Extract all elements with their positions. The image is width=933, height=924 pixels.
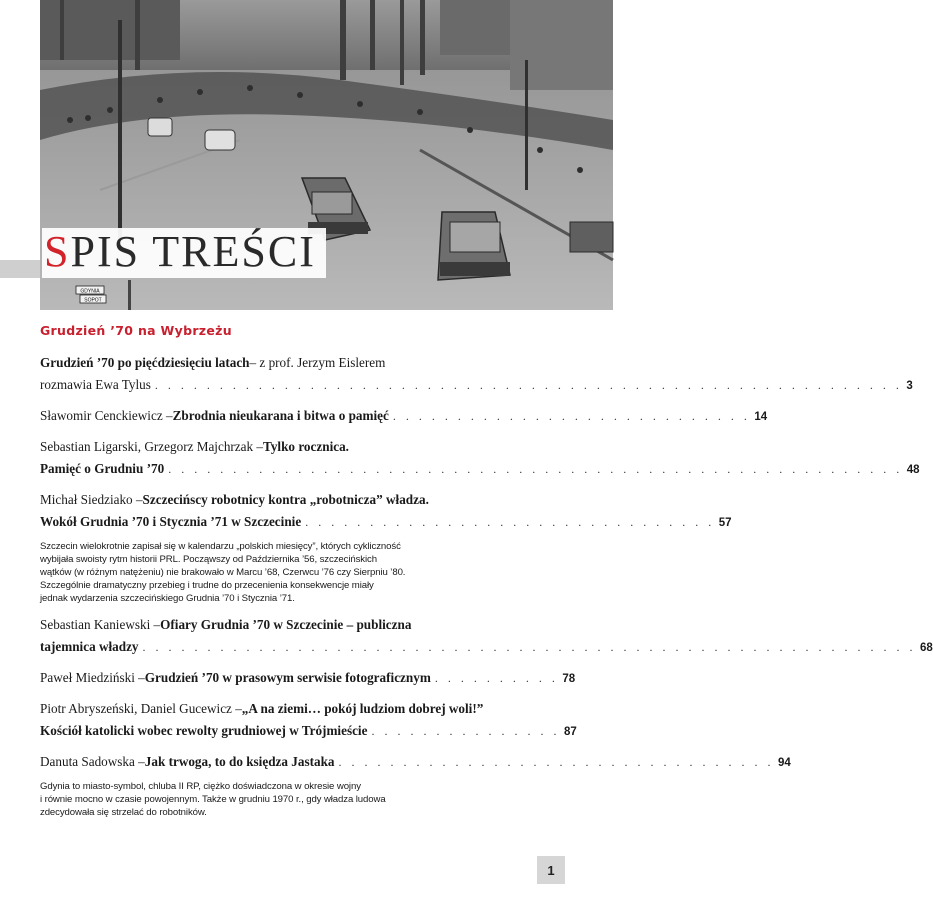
entry-subtitle: – z prof. Jerzym Eislerem xyxy=(249,355,386,370)
toc-entry[interactable] xyxy=(40,436,920,481)
entry-author: Danuta Sadowska – xyxy=(40,754,145,769)
summary-line: Szczególnie dramatyczny przebieg i trudne do przecenienia konsekwencje miały xyxy=(40,580,374,591)
table-of-contents xyxy=(40,352,933,819)
leader-dots: . . . . . . . . . . xyxy=(434,671,559,685)
entry-summary xyxy=(40,540,525,605)
entry-author: Sebastian Ligarski, Grzegorz Majchrzak – xyxy=(40,439,264,454)
summary-line: jednak wydarzenia szczecińskiego Grudnia ’70 i Stycznia ’71. xyxy=(40,593,295,604)
entry-page-number: 87 xyxy=(563,726,577,738)
page-number: 1 xyxy=(537,856,565,884)
entry-author: Paweł Miedziński – xyxy=(40,670,145,685)
entry-title: Grudzień ’70 w prasowym serwisie fotograficznym xyxy=(144,670,431,685)
entry-author: Sławomir Cenckiewicz – xyxy=(40,408,173,423)
entry-title: Ofiary Grudnia ’70 w Szczecinie – publiczna xyxy=(160,617,412,632)
leader-dots: . . . . . . . . . . . . . . . . . . . . . . . . . . . . xyxy=(392,409,751,423)
entry-title: Jak trwoga, to do księdza Jastaka xyxy=(144,754,335,769)
page-title xyxy=(42,228,326,278)
entry-title: Tylko rocznica. xyxy=(263,439,349,454)
street-sign-text-2: SOPOT xyxy=(84,297,102,304)
entry-title-2: Kościół katolicki wobec rewolty grudniowej w Trójmieście xyxy=(40,723,368,738)
toc-entry[interactable] xyxy=(40,751,791,774)
summary-line: zdecydowała się strzelać do robotników. xyxy=(40,807,207,818)
leader-dots: . . . . . . . . . . . . . . . . . . . . . . . . . . . . . . . . . . . . . . . . . . . . . . . . . . . . . . . . . xyxy=(168,462,903,476)
section-heading: Grudzień ’70 na Wybrzeżu xyxy=(40,323,232,338)
summary-line: wątków (w różnym natężeniu) nie brakowało w Marcu ’68, Czerwcu ’76 czy Sierpniu ’80. xyxy=(40,567,406,578)
entry-page-number: 48 xyxy=(906,464,920,476)
entry-subtitle-2: rozmawia Ewa Tylus xyxy=(40,377,151,392)
leader-dots: . . . . . . . . . . . . . . . . . . . . . . . . . . . . . . . . . . . . . . . . . . . . . . . . . . . . . . . . . . xyxy=(154,378,903,392)
entry-title-2: Pamięć o Grudniu ’70 xyxy=(40,461,165,476)
summary-line: Szczecin wielokrotnie zapisał się w kalendarzu „polskich miesięcy”, których cykliczność xyxy=(40,541,401,552)
toc-entry[interactable] xyxy=(40,614,933,659)
entry-title: Zbrodnia nieukarana i bitwa o pamięć xyxy=(172,408,389,423)
toc-entry[interactable] xyxy=(40,405,768,428)
entry-page-number: 78 xyxy=(562,673,576,685)
title-rest: PIS TREŚCI xyxy=(70,227,316,276)
summary-line: wybijała swoisty rytm historii PRL. Począwszy od Października ’56, szczecińskich xyxy=(40,554,377,565)
entry-page-number: 14 xyxy=(754,411,768,423)
leader-dots: . . . . . . . . . . . . . . . xyxy=(371,724,560,738)
entry-title-2: Wokół Grudnia ’70 i Stycznia ’71 w Szczecinie xyxy=(40,514,302,529)
leader-dots: . . . . . . . . . . . . . . . . . . . . . . . . . . . . . . . . . . xyxy=(338,755,775,769)
entry-title: „A na ziemi… pokój ludziom dobrej woli!” xyxy=(241,701,484,716)
street-sign-text: GDYNIA xyxy=(80,288,100,295)
entry-page-number: 3 xyxy=(906,380,913,392)
entry-page-number: 68 xyxy=(920,642,933,654)
entry-title: Szczecińscy robotnicy kontra „robotnicza” władza. xyxy=(142,492,429,507)
entry-author: Michał Siedziako – xyxy=(40,492,143,507)
entry-author: Sebastian Kaniewski – xyxy=(40,617,161,632)
toc-entry[interactable] xyxy=(40,489,732,534)
summary-line: Gdynia to miasto-symbol, chluba II RP, ciężko doświadczona w okresie wojny xyxy=(40,781,361,792)
entry-page-number: 57 xyxy=(718,517,732,529)
title-band xyxy=(0,260,40,278)
entry-summary xyxy=(40,780,525,819)
entry-author: Piotr Abryszeński, Daniel Gucewicz – xyxy=(40,701,242,716)
entry-page-number: 94 xyxy=(778,757,791,769)
toc-entry[interactable] xyxy=(40,352,913,397)
entry-title: Grudzień ’70 po pięćdziesięciu latach xyxy=(40,355,250,370)
entry-title-2: tajemnica władzy xyxy=(40,639,139,654)
toc-entry[interactable] xyxy=(40,698,577,743)
toc-entry[interactable] xyxy=(40,667,576,690)
leader-dots: . . . . . . . . . . . . . . . . . . . . . . . . . . . . . . . . xyxy=(305,515,715,529)
title-initial: S xyxy=(44,227,71,276)
summary-line: i równie mocno w czasie powojennym. Także w grudniu 1970 r., gdy władza ludowa xyxy=(40,794,386,805)
leader-dots: . . . . . . . . . . . . . . . . . . . . . . . . . . . . . . . . . . . . . . . . . . . . . . . . . . . . . . . . . . . . xyxy=(142,640,917,654)
